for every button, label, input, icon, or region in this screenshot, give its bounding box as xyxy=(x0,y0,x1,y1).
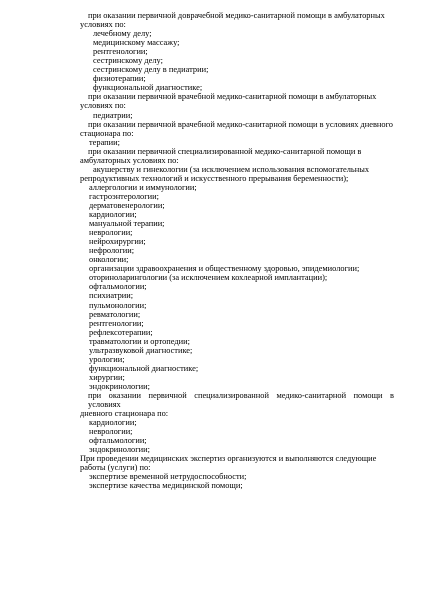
section-heading: при оказании первичной специализированной медико-санитарной помощи в условиях xyxy=(88,390,394,410)
section-heading-cont: стационара по: xyxy=(80,128,134,138)
list-item: мануальной терапии; xyxy=(89,219,165,229)
list-item: хирургии; xyxy=(89,372,125,382)
list-item: кардиологии; xyxy=(89,418,137,428)
list-item: организации здравоохранения и общественному здоровью, эпидемиологии; xyxy=(89,264,360,274)
section-heading-cont: амбулаторных условиях по: xyxy=(80,155,179,165)
list-item: медицинскому массажу; xyxy=(93,38,180,48)
list-item: урологии; xyxy=(89,354,125,364)
list-item: неврологии; xyxy=(89,427,133,437)
list-item: физиотерапии; xyxy=(93,74,146,84)
list-item: функциональной диагностике; xyxy=(93,83,203,93)
list-item: психиатрии; xyxy=(89,291,134,301)
section-heading-cont: дневного стационара по: xyxy=(80,409,169,419)
section-heading-cont: условиях по: xyxy=(80,101,126,111)
list-item: офтальмологии; xyxy=(89,436,147,446)
section-heading-cont: условиях по: xyxy=(80,20,126,30)
list-item: аллергологии и иммунологии; xyxy=(89,182,197,192)
list-item: эндокринологии; xyxy=(89,445,150,455)
list-item: травматологии и ортопедии; xyxy=(89,336,190,346)
list-item: терапии; xyxy=(89,137,120,147)
list-item: дерматовенерологии; xyxy=(89,200,165,210)
list-item: офтальмологии; xyxy=(89,282,147,292)
list-item: экспертизе качества медицинской помощи; xyxy=(89,481,243,491)
list-item: нейрохирургии; xyxy=(89,237,146,247)
list-item: лечебному делу; xyxy=(93,29,152,39)
list-item: кардиологии; xyxy=(89,210,137,220)
list-item: рефлексотерапии; xyxy=(89,327,153,337)
list-item: гастроэнтерологии; xyxy=(89,191,159,201)
list-item: сестринскому делу в педиатрии; xyxy=(93,65,209,75)
section-heading: при оказании первичной врачебной медико-санитарной помощи в амбулаторных xyxy=(88,92,377,102)
section-heading: при оказании первичной специализированной медико-санитарной помощи в xyxy=(88,146,362,156)
list-item: неврологии; xyxy=(89,228,133,238)
section-heading: при оказании первичной доврачебной медико-санитарной помощи в амбулаторных xyxy=(88,11,385,20)
list-item-cont: репродуктивных технологий и искусственного прерывания беременности); xyxy=(80,173,349,183)
list-item: ультразвуковой диагностике; xyxy=(89,345,193,355)
list-item: ревматологии; xyxy=(89,309,141,319)
list-item: онкологии; xyxy=(89,255,129,265)
list-item: акушерству и гинекологии (за исключением использования вспомогательных xyxy=(93,164,370,174)
list-item: оториноларингологии (за исключением кохлеарной имплантации); xyxy=(89,273,328,283)
list-item: экспертизе временной нетрудоспособности; xyxy=(89,472,247,482)
list-item: рентгенологии; xyxy=(89,318,144,328)
list-item: эндокринологии; xyxy=(89,381,150,391)
list-item: функциональной диагностике; xyxy=(89,363,199,373)
paragraph: При проведении медицинских экспертиз организуются и выполняются следующие xyxy=(80,454,377,464)
list-item: нефрологии; xyxy=(89,246,135,256)
section-heading: при оказании первичной врачебной медико-санитарной помощи в условиях дневного xyxy=(88,119,393,129)
list-item: сестринскому делу; xyxy=(93,56,163,66)
list-item: педиатрии; xyxy=(93,110,133,120)
list-item: пульмонологии; xyxy=(89,300,147,310)
list-item: рентгенологии; xyxy=(93,47,148,57)
paragraph-cont: работы (услуги) по: xyxy=(80,463,151,473)
